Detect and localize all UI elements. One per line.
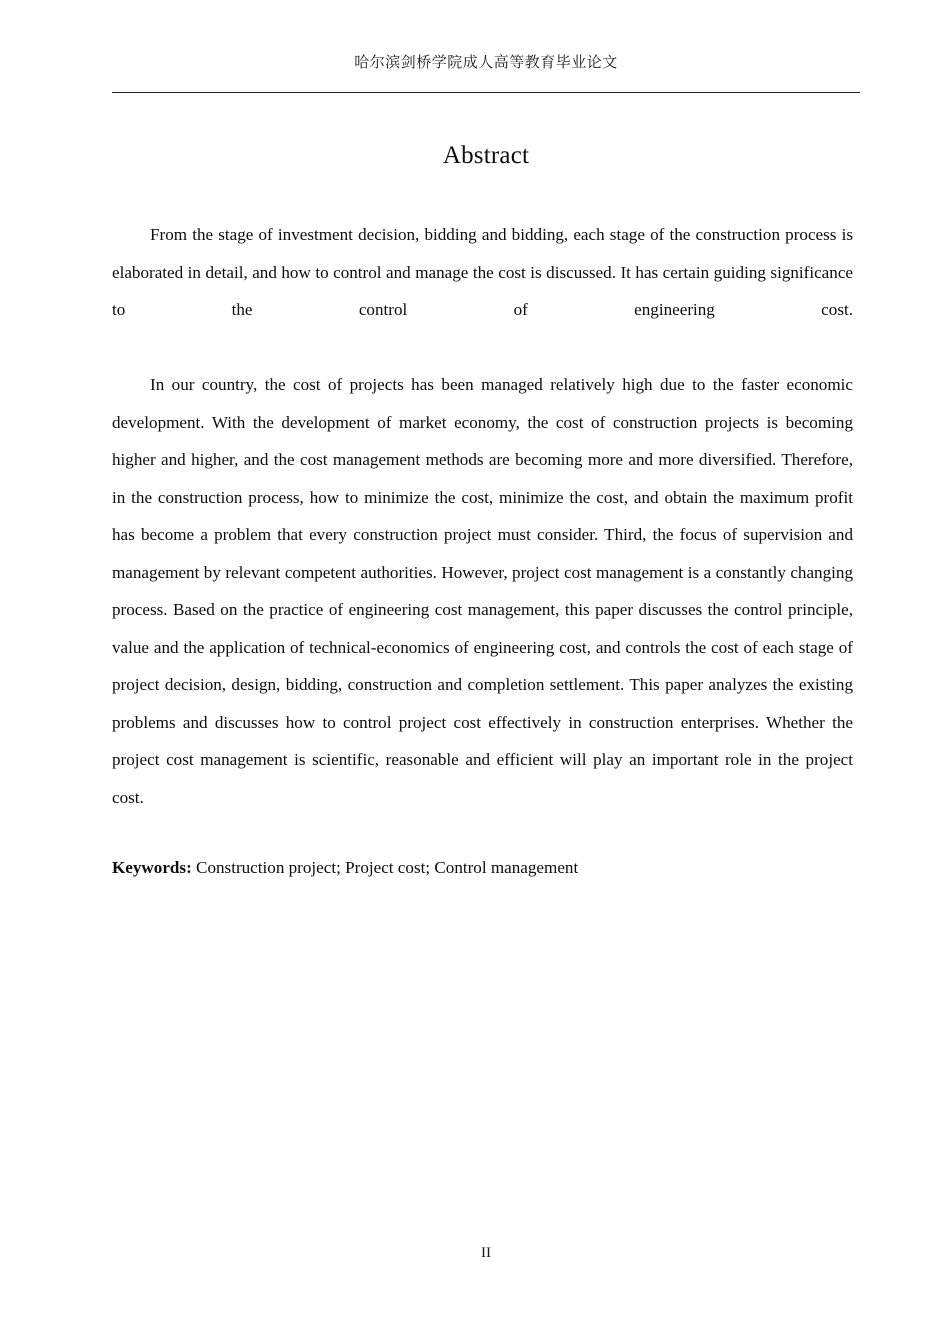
keywords-value: Construction project; Project cost; Control management xyxy=(196,858,579,877)
page-number: II xyxy=(481,1245,491,1261)
abstract-body xyxy=(112,216,853,854)
page-footer xyxy=(112,1243,860,1263)
header-divider-rule xyxy=(112,92,860,93)
keywords-line xyxy=(112,853,853,883)
abstract-paragraph-2: In our country, the cost of projects has been managed relatively high due to the faster economic development. With the development of market economy, the cost of construction projects is becoming higher and higher, and the cost management methods are becoming more and more diversified. Therefore, in the construction process, how to minimize the cost, minimize the cost, and obtain the maximum profit has become a problem that every construction project must consider. Third, the focus of supervision and management by relevant competent authorities. However, project cost management is a constantly changing process. Based on the practice of engineering cost management, this paper discusses the control principle, value and the application of technical-economics of engineering cost, and controls the cost of each stage of project decision, design, bidding, construction and completion settlement. This paper analyzes the existing problems and discusses how to control project cost effectively in construction enterprises. Whether the project cost management is scientific, reasonable and efficient will play an important role in the project cost. xyxy=(112,375,853,807)
running-header-text: 哈尔滨剑桥学院成人高等教育毕业论文 xyxy=(354,55,618,71)
page-title: Abstract xyxy=(442,141,530,169)
running-header xyxy=(112,52,860,74)
keywords-label: Keywords: xyxy=(112,858,192,877)
abstract-paragraph-1: From the stage of investment decision, bidding and bidding, each stage of the construction process is elaborated in detail, and how to control and manage the cost is discussed. It has certain guiding significance to the control of engineering cost. xyxy=(112,225,853,319)
